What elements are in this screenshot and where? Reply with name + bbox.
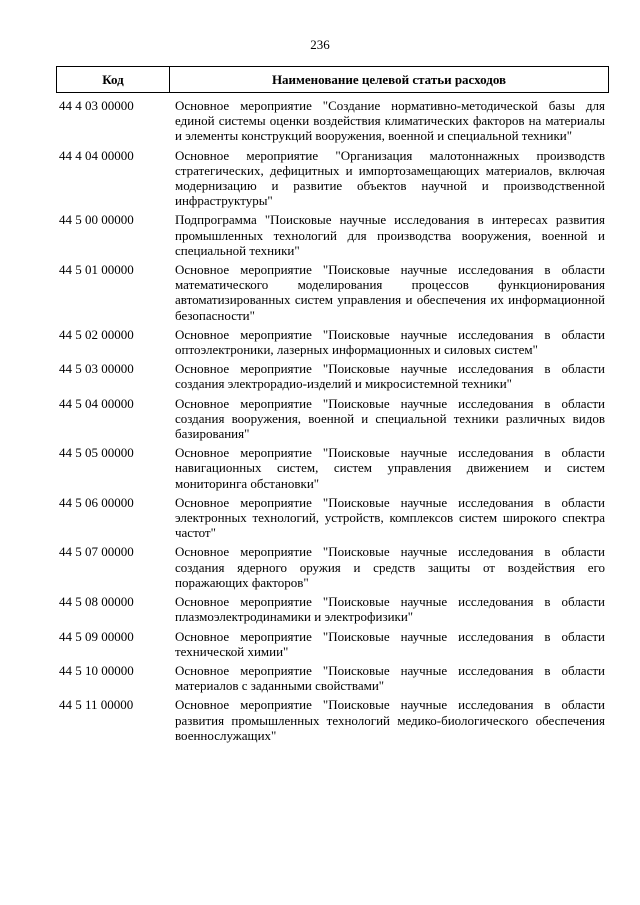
row-name: Основное мероприятие "Поисковые научные исследования в области создания ядерного оружия и средств защиты от воздействия его поражающих факторов" [175, 544, 605, 590]
table-row [56, 629, 609, 659]
page-number: 236 [310, 37, 330, 52]
row-code: 44 5 11 00000 [59, 697, 134, 713]
row-code: 44 5 03 00000 [59, 361, 134, 377]
row-name: Основное мероприятие "Поисковые научные исследования в области технической химии" [175, 628, 605, 659]
table-row [56, 697, 609, 743]
table-row [56, 445, 609, 491]
table-row [56, 495, 609, 541]
table-row [56, 663, 609, 693]
row-code: 44 5 10 00000 [59, 662, 134, 678]
row-name: Основное мероприятие "Поисковые научные исследования в области плазмоэлектродинамики и электрофизики" [175, 594, 605, 625]
column-header-name: Наименование целевой статьи расходов [271, 72, 507, 87]
row-name: Основное мероприятие "Создание нормативно-методической базы для единой системы оценки воздействия климатических факторов на материалы и элементы конструкций вооружения, военной и специальной техники" [175, 98, 605, 144]
row-name: Основное мероприятие "Поисковые научные исследования в области материалов с заданными свойствами" [175, 662, 605, 694]
table-row [56, 98, 609, 144]
row-code: 44 5 07 00000 [59, 544, 134, 560]
row-name: Основное мероприятие "Поисковые научные исследования в области развития промышленных технологий медико-биологического обеспечения военнослужащих" [175, 697, 605, 743]
row-code: 44 5 00 00000 [59, 212, 134, 228]
row-code: 44 5 04 00000 [59, 395, 134, 411]
row-code: 44 5 09 00000 [59, 628, 134, 644]
row-name: Основное мероприятие "Организация малотоннажных производств стратегических, дефицитных и импортозамещающих материалов, включая модернизацию и развитие объектов научной и производственной инфраструктуры" [175, 147, 605, 209]
table-row [56, 148, 609, 209]
row-name: Основное мероприятие "Поисковые научные исследования в области навигационных систем, систем управления движением и систем мониторинга обстановки" [175, 445, 605, 491]
table-row [56, 212, 609, 258]
row-code: 44 5 06 00000 [59, 494, 134, 510]
row-code: 44 5 02 00000 [59, 326, 134, 342]
row-name: Подпрограмма "Поисковые научные исследования в интересах развития промышленных технологий для производства вооружения, военной и специальной техники" [175, 212, 605, 258]
row-code: 44 5 08 00000 [59, 594, 134, 610]
table-row [56, 327, 609, 357]
table-row [56, 594, 609, 624]
row-name: Основное мероприятие "Поисковые научные исследования в области математического моделирования процессов функционирования автоматизированных систем управления и обеспечения их информационной безопасности" [175, 262, 605, 323]
table-header [56, 66, 609, 93]
row-name: Основное мероприятие "Поисковые научные исследования в области создания вооружения, военной и специальной техники различных видов базирования" [175, 395, 605, 442]
row-code: 44 5 05 00000 [59, 445, 134, 461]
row-name: Основное мероприятие "Поисковые научные исследования в области оптоэлектроники, лазерных информационных и силовых систем" [175, 326, 605, 358]
row-name: Основное мероприятие "Поисковые научные исследования в области создания электрорадио-изделий и микросистемной техники" [175, 361, 605, 392]
table-row [56, 396, 609, 442]
column-header-code: Код [57, 67, 170, 92]
table-row [56, 262, 609, 323]
row-name: Основное мероприятие "Поисковые научные исследования в области электронных технологий, устройств, комплексов систем широкого спектра частот" [175, 494, 605, 541]
row-code: 44 5 01 00000 [59, 262, 134, 278]
row-code: 44 4 03 00000 [59, 98, 134, 113]
row-code: 44 4 04 00000 [59, 147, 134, 163]
table-row [56, 544, 609, 590]
table-body [56, 98, 609, 743]
budget-table [56, 66, 609, 747]
table-row [56, 361, 609, 391]
